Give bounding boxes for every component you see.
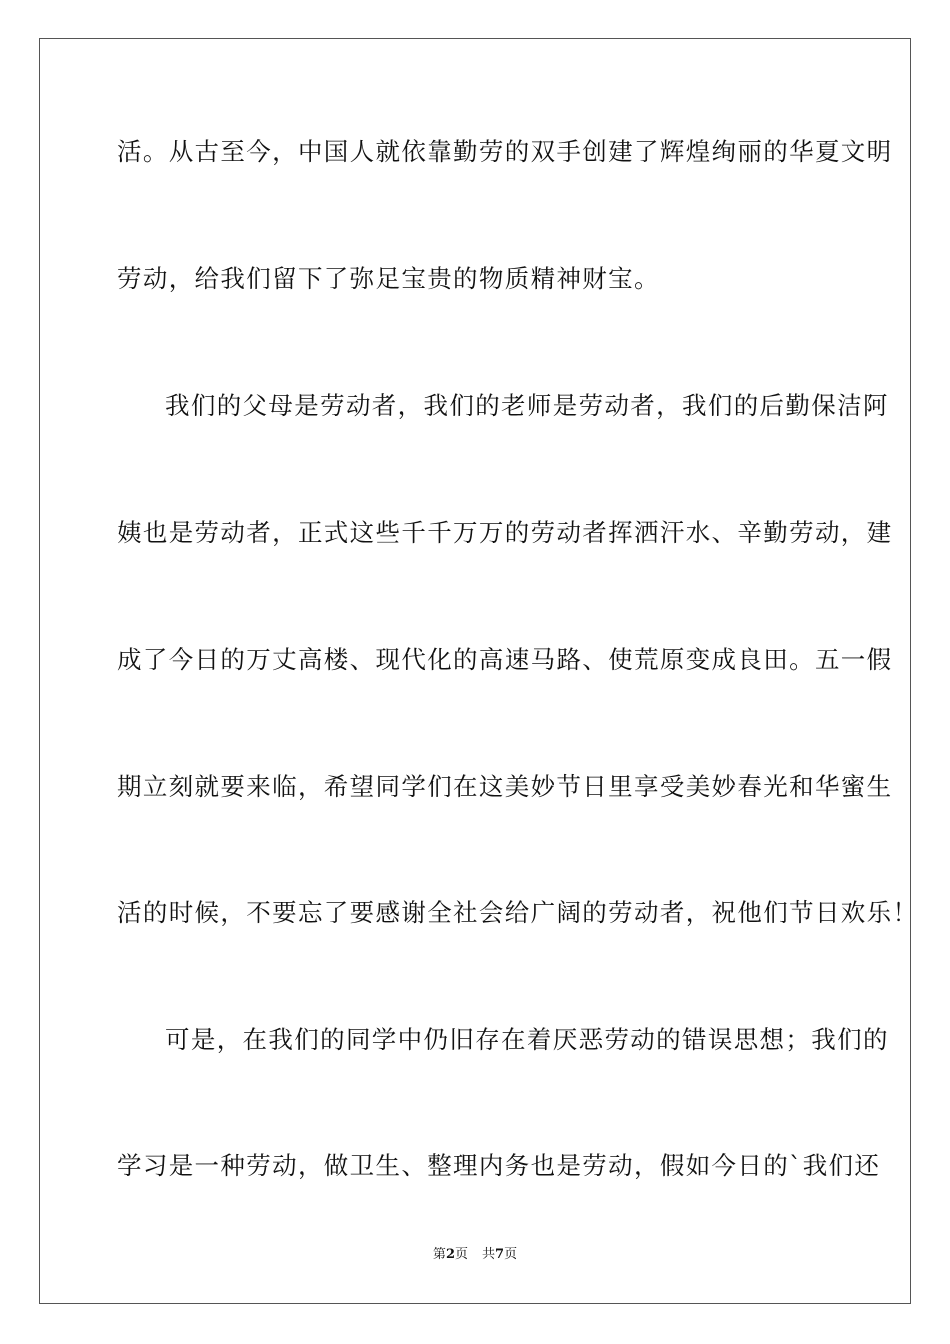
text-line-3: 我们的父母是劳动者，我们的老师是劳动者，我们的后勤保洁阿: [165, 391, 889, 420]
total-pages: 7: [495, 1247, 505, 1262]
text-line-6: 期立刻就要来临，希望同学们在这美妙节日里享受美妙春光和华蜜生: [117, 772, 893, 801]
page-suffix: 页: [454, 1247, 468, 1262]
text-line-9: 学习是一种劳动，做卫生、整理内务也是劳动，假如今日的`我们还: [117, 1151, 881, 1180]
page-number: 2: [445, 1247, 455, 1262]
total-suffix: 页: [504, 1247, 518, 1262]
total-prefix: 共: [482, 1247, 496, 1262]
text-line-1: 活。从古至今，中国人就依靠勤劳的双手创建了辉煌绚丽的华夏文明: [117, 137, 893, 166]
text-line-2: 劳动，给我们留下了弥足宝贵的物质精神财宝。: [117, 264, 660, 293]
page-prefix: 第: [432, 1247, 446, 1262]
text-line-4: 姨也是劳动者，正式这些千千万万的劳动者挥洒汗水、辛勤劳动，建: [117, 518, 893, 547]
text-line-5: 成了今日的万丈高楼、现代化的高速马路、使荒原变成良田。五一假: [117, 645, 893, 674]
text-line-7: 活的时候，不要忘了要感谢全社会给广阔的劳动者，祝他们节日欢乐！: [117, 898, 919, 927]
text-line-8: 可是，在我们的同学中仍旧存在着厌恶劳动的错误思想；我们的: [165, 1025, 889, 1054]
page-footer: [0, 1247, 950, 1263]
